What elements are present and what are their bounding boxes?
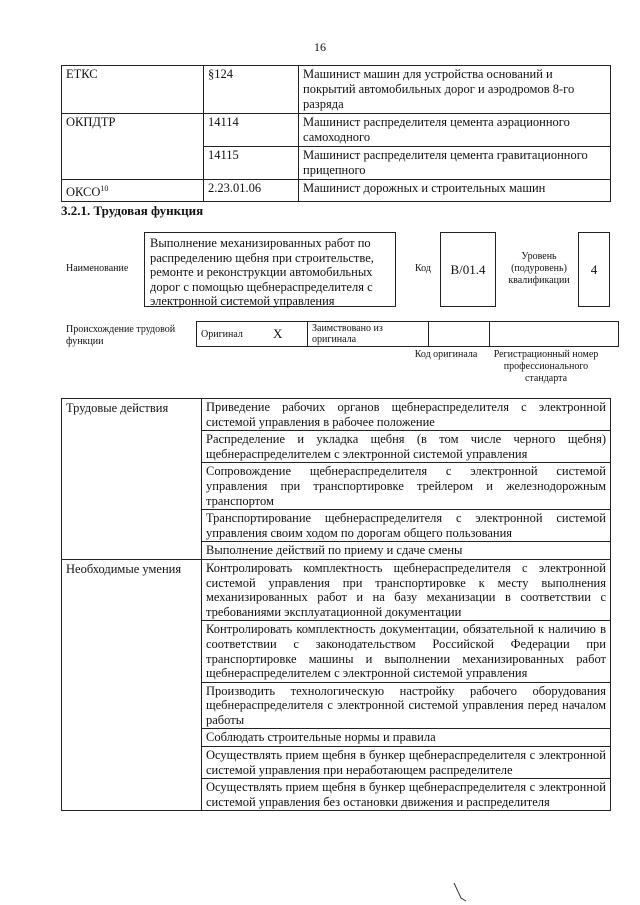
origin-table (196, 321, 619, 347)
required-skills-label: Необходимые умения (62, 559, 202, 811)
code-cell: ОКСО$^{10}$ (62, 180, 204, 202)
codes-row (62, 66, 611, 114)
codes-table (61, 65, 611, 202)
labor-action-item: Приведение рабочих органов щебнераспределителя с электронной системой управления в рабочее положение (202, 399, 611, 431)
skill-item: Осуществлять прием щебня в бункер щебнераспределителя с электронной системой управления при неработающем распределителе (202, 747, 611, 779)
desc-cell: Машинист дорожных и строительных машин (299, 180, 611, 202)
num-cell: 2.23.01.06 (204, 180, 299, 202)
labor-action-item: Распределение и укладка щебня (в том числе черного щебня) щебнераспределителем с электронной системой управления (202, 431, 611, 463)
code-cell: ЕТКС (62, 66, 204, 114)
original-label: Оригинал (197, 322, 262, 347)
skill-item: Соблюдать строительные нормы и правила (202, 729, 611, 747)
level-label: Уровень (подуровень) квалификации (508, 251, 570, 286)
code-label: Код (415, 263, 431, 274)
skill-item: Производить технологическую настройку рабочего оборудования щебнераспределителя с электронной системой управления перед началом работы (202, 682, 611, 729)
labor-actions-label: Трудовые действия (62, 399, 202, 560)
section-heading: 3.2.1. Трудовая функция (61, 203, 204, 218)
code-cell: ОКПДТР (62, 114, 204, 180)
desc-cell: Машинист распределителя цемента аэрационного самоходного (299, 114, 611, 147)
skill-item: Контролировать комплектность документации, обязательной к наличию в соответствии с законодательством Российской Федерации при транспортировке машины и выполнении механизированных работ щебнераспределителем с электронной системой управления (202, 621, 611, 682)
num-cell: 14115 (204, 147, 299, 180)
function-details-table (61, 398, 611, 811)
labor-action-item: Транспортирование щебнераспределителя с электронной системой управления своим ходом по дорогам общего пользования (202, 510, 611, 542)
code-original-label: Код оригинала (414, 349, 478, 360)
reg-number-label: Регистрационный номер профессионального стандарта (493, 349, 599, 384)
labor-action-item: Сопровождение щебнераспределителя с электронной системой управления при транспортировке трейлером и железнодорожным транспортом (202, 463, 611, 510)
function-code-box: B/01.4 (440, 232, 496, 307)
code-original-cell (429, 322, 490, 347)
table-row (62, 559, 611, 620)
skill-item: Контролировать комплектность щебнераспределителя с электронной системой управления при транспортировке к месту выполнения механизированных работ и на базу механизации в соответствии с требованиями эксплуатационной документации (202, 559, 611, 620)
num-cell: 14114 (204, 114, 299, 147)
footnote-mark: 10 (100, 184, 109, 193)
level-box: 4 (578, 232, 610, 307)
labor-action-item: Выполнение действий по приему и сдаче смены (202, 542, 611, 560)
skill-item: Осуществлять прием щебня в бункер щебнераспределителя с электронной системой управления без остановки движения и распределителя (202, 779, 611, 811)
page-number: 16 (314, 40, 326, 54)
codes-row (62, 180, 611, 202)
origin-label: Происхождение трудовой функции (66, 324, 176, 347)
original-mark: X (261, 322, 308, 347)
borrowed-label: Заимствовано из оригинала (308, 322, 429, 347)
reg-number-cell (490, 322, 619, 347)
table-row (62, 399, 611, 431)
desc-cell: Машинист распределителя цемента гравитационного прицепного (299, 147, 611, 180)
signature-mark (452, 882, 468, 902)
name-label: Наименование (66, 263, 129, 274)
function-name-box: Выполнение механизированных работ по распределению щебня при строительстве, ремонте и реконструкции автомобильных дорог с помощью щебнераспределителя с электронной системой управления (144, 232, 396, 307)
desc-cell: Машинист машин для устройства оснований и покрытий автомобильных дорог и аэродромов 8-го разряда (299, 66, 611, 114)
codes-row (62, 114, 611, 147)
num-cell: §124 (204, 66, 299, 114)
